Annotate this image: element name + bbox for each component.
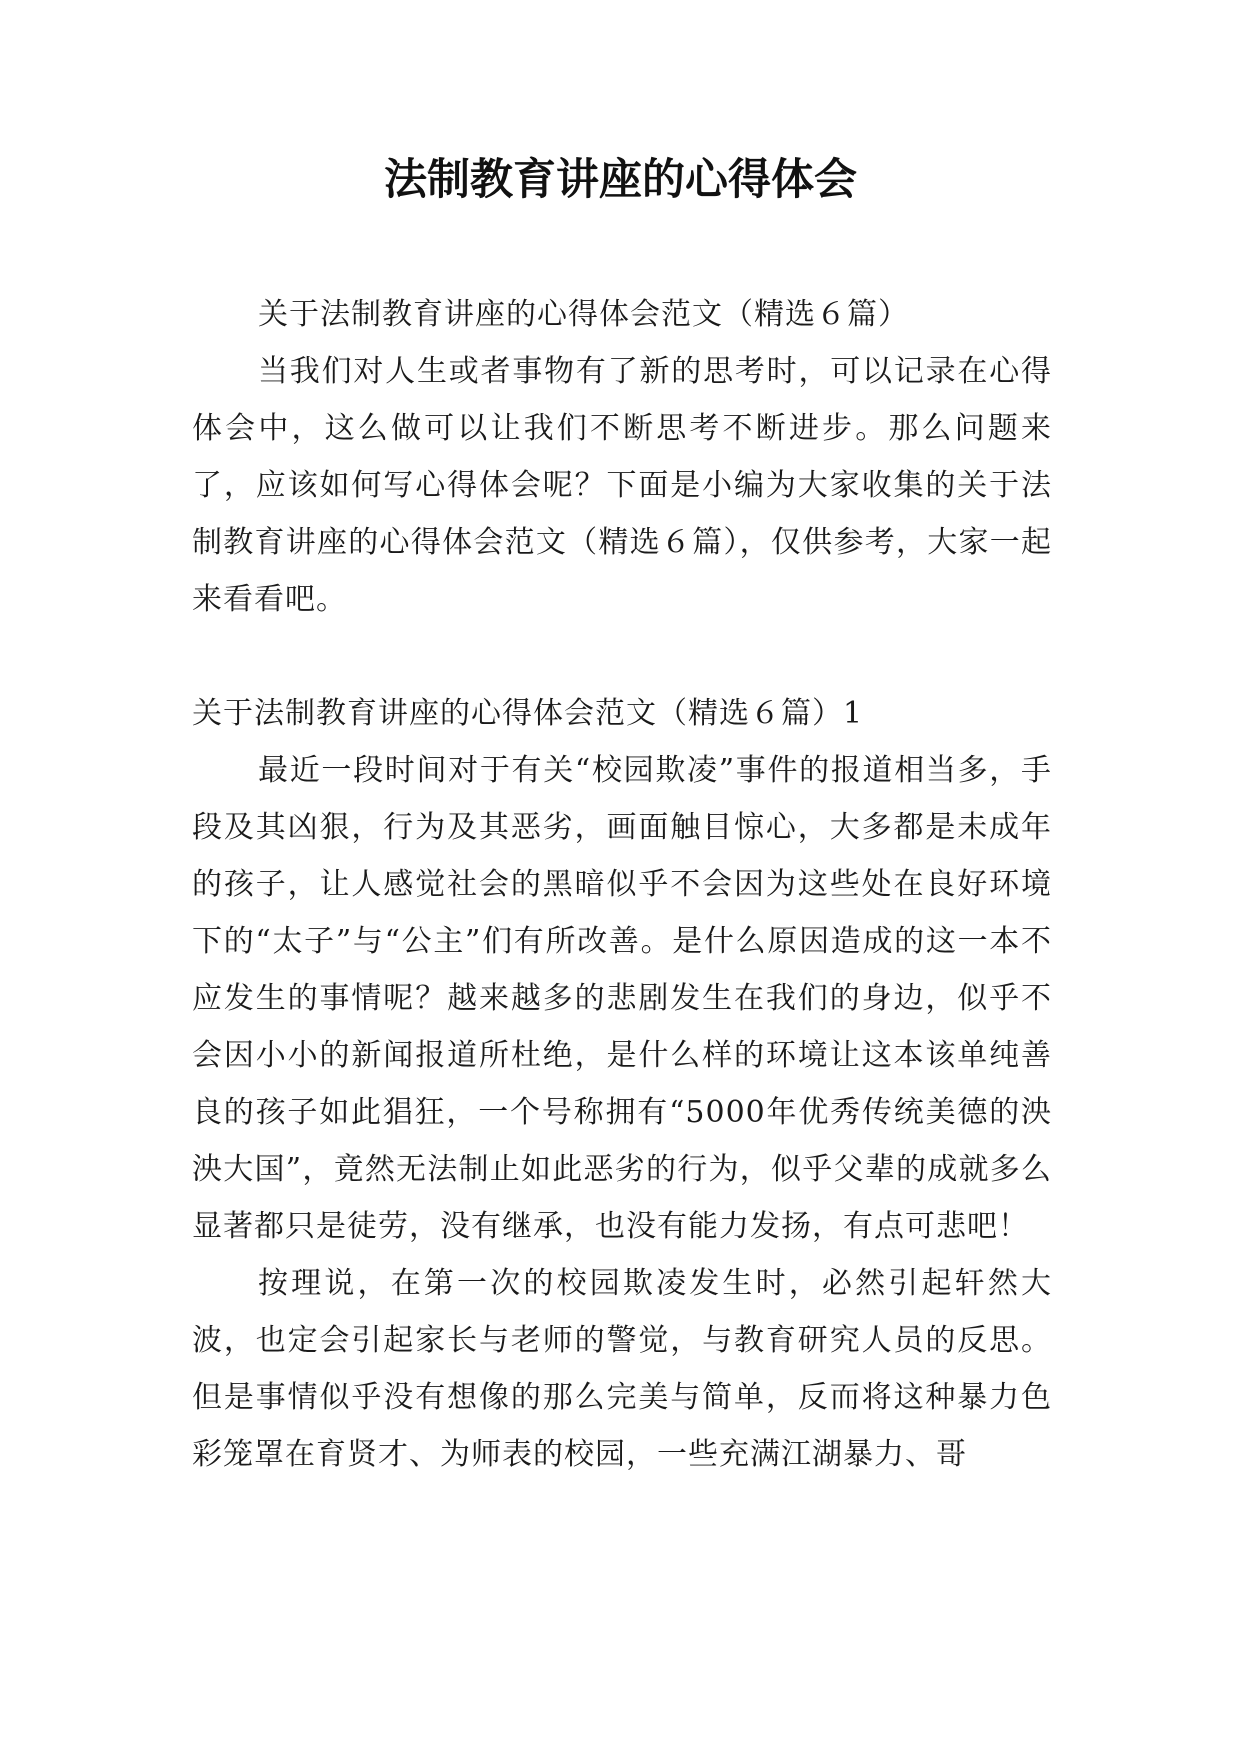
section-heading: 关于法制教育讲座的心得体会范文（精选６篇）1 <box>192 696 864 731</box>
section-spacer <box>192 628 1052 685</box>
body-paragraph-2: 按理说，在第一次的校园欺凌发生时，必然引起轩然大波，也定会引起家长与老师的警觉，与教育研究人员的反思。但是事情似乎没有想像的那么完美与简单，反而将这种暴力色彩笼罩在育贤才、为师表的校园，一些充满江湖暴力、哥 <box>192 1266 1052 1472</box>
intro-heading: 关于法制教育讲座的心得体会范文（精选６篇） <box>258 297 909 332</box>
body-paragraph-1: 最近一段时间对于有关“校园欺凌”事件的报道相当多，手段及其凶狠，行为及其恶劣，画面触目惊心，大多都是未成年的孩子，让人感觉社会的黑暗似乎不会因为这些处在良好环境下的“太子”与“公主”们有所改善。是什么原因造成的这一本不应发生的事情呢？越来越多的悲剧发生在我们的身边，似乎不会因小小的新闻报道所杜绝，是什么样的环境让这本该单纯善良的孩子如此猖狂，一个号称拥有“5000年优秀传统美德的泱泱大国”，竟然无法制止如此恶劣的行为，似乎父辈的成就多么显著都只是徒劳，没有继承，也没有能力发扬，有点可悲吧！ <box>192 753 1052 1244</box>
document-title: 法制教育讲座的心得体会 <box>384 155 857 205</box>
intro-paragraph: 当我们对人生或者事物有了新的思考时，可以记录在心得体会中，这么做可以让我们不断思考不断进步。那么问题来了，应该如何写心得体会呢？下面是小编为大家收集的关于法制教育讲座的心得体会范文（精选６篇），仅供参考，大家一起来看看吧。 <box>192 354 1052 617</box>
document-body <box>192 286 1052 1483</box>
